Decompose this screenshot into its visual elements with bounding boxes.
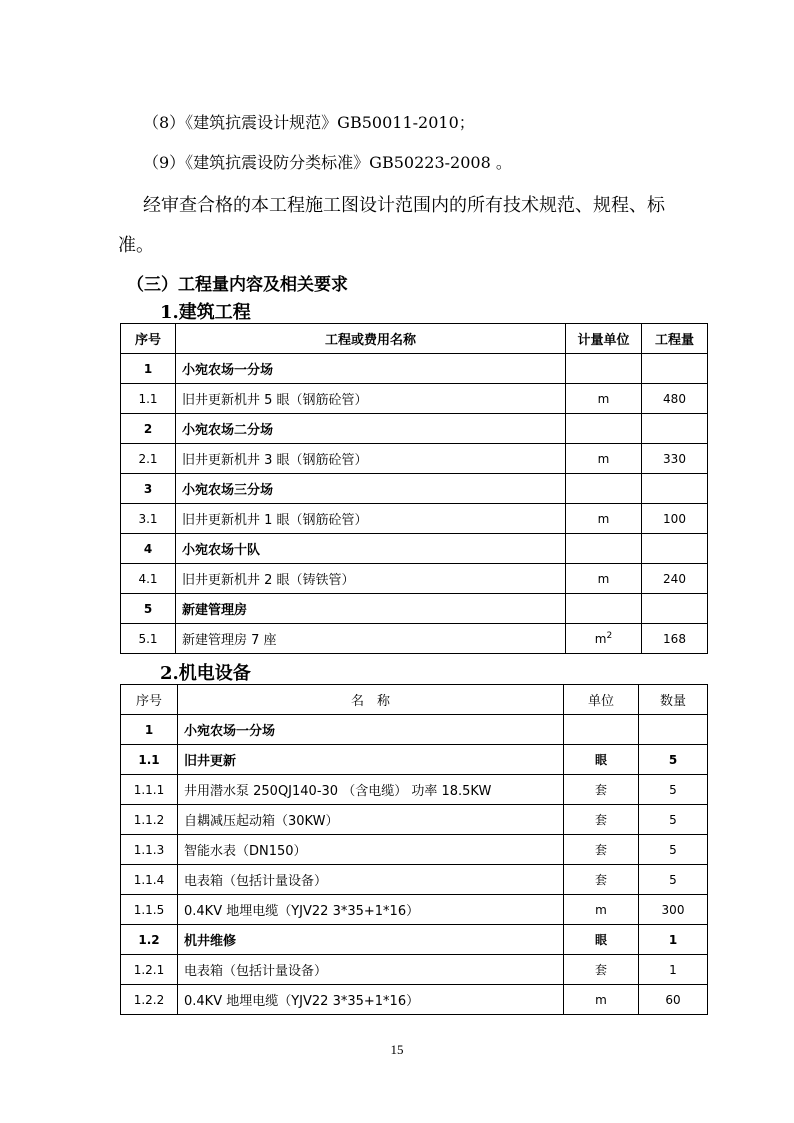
- name-cell: [178, 895, 564, 925]
- cell-text: 套: [594, 963, 607, 977]
- page-number: 15: [390, 1042, 404, 1057]
- table-row: [121, 805, 708, 835]
- seq-cell: [121, 745, 178, 775]
- table-row: [121, 715, 708, 745]
- table-row: [121, 354, 708, 384]
- cell-text: 5: [669, 872, 677, 887]
- paragraph-standard-8: （8）《建筑抗震设计规范》GB50011-2010；: [143, 113, 475, 132]
- cell-text: 1.2: [138, 932, 160, 947]
- name-cell: [178, 745, 564, 775]
- seq-cell: [121, 955, 178, 985]
- cell-text: 1.1: [138, 391, 158, 406]
- name-cell: [176, 504, 566, 534]
- unit-cell: [564, 745, 639, 775]
- table-row: [121, 895, 708, 925]
- seq-cell: [121, 354, 176, 384]
- name-cell: [176, 564, 566, 594]
- qty-cell: [639, 985, 708, 1015]
- table-row: [121, 925, 708, 955]
- cell-text: 1: [144, 722, 154, 737]
- name-cell: [178, 835, 564, 865]
- cell-text: 168: [663, 631, 686, 646]
- cell-text: 300: [661, 902, 685, 917]
- table1-title: 1.建筑工程: [160, 302, 251, 323]
- cell-text: 1.1.4: [133, 872, 165, 887]
- seq-cell: [121, 715, 178, 745]
- header-cell: 计量单位: [566, 324, 642, 354]
- cell-text: m: [594, 632, 607, 646]
- cell-text: 0.4KV 地埋电缆（YJV22 3*35+1*16）: [184, 994, 420, 1009]
- cell-text: 4.1: [138, 571, 158, 586]
- name-cell: [178, 985, 564, 1015]
- table-row: [121, 775, 708, 805]
- unit-cell: [564, 835, 639, 865]
- qty-cell: [642, 354, 708, 384]
- qty-cell: [639, 895, 708, 925]
- header-cell: 名 称: [178, 685, 564, 715]
- unit-cell: [564, 805, 639, 835]
- table-header-row: [121, 324, 708, 354]
- cell-text: 240: [663, 571, 686, 586]
- seq-cell: [121, 414, 176, 444]
- qty-cell: [639, 865, 708, 895]
- name-cell: [178, 715, 564, 745]
- qty-cell: [642, 474, 708, 504]
- cell-text: 3.1: [138, 511, 158, 526]
- name-cell: [178, 925, 564, 955]
- cell-text: 5: [668, 752, 678, 767]
- table-row: [121, 745, 708, 775]
- table-row: [121, 384, 708, 414]
- cell-text: 60: [665, 992, 681, 1007]
- cell-text: 0.4KV 地埋电缆（YJV22 3*35+1*16）: [184, 904, 420, 919]
- unit-cell: [566, 534, 642, 564]
- unit-cell: [564, 895, 639, 925]
- cell-text: m: [597, 511, 610, 526]
- cell-text: 电表箱（包括计量设备）: [184, 874, 328, 889]
- cell-text: 480: [663, 391, 686, 406]
- cell-text: 套: [594, 873, 607, 887]
- seq-cell: [121, 444, 176, 474]
- unit-cell: [564, 985, 639, 1015]
- cell-text: 1.1.5: [133, 902, 165, 917]
- paragraph-body-cont: 准。: [118, 235, 154, 256]
- table-row: [121, 955, 708, 985]
- section-title: （三）工程量内容及相关要求: [127, 275, 348, 295]
- cell-text: 自耦减压起动箱（30KW）: [184, 814, 339, 829]
- seq-cell: [121, 474, 176, 504]
- qty-cell: [642, 624, 708, 654]
- seq-cell: [121, 865, 178, 895]
- cell-text: 4: [143, 541, 153, 556]
- name-cell: [178, 775, 564, 805]
- table2-title: 2.机电设备: [160, 663, 251, 684]
- unit-cell: [566, 474, 642, 504]
- name-cell: [178, 865, 564, 895]
- paragraph-body: 经审查合格的本工程施工图设计范围内的所有技术规范、规程、标: [143, 195, 665, 216]
- cell-text: 5: [669, 782, 677, 797]
- seq-cell: [121, 925, 178, 955]
- table-row: [121, 624, 708, 654]
- name-cell: [176, 444, 566, 474]
- unit-cell: [564, 865, 639, 895]
- cell-text: 旧井更新机井 2 眼（铸铁管）: [182, 573, 355, 588]
- cell-text: 旧井更新: [184, 754, 237, 769]
- table-row: [121, 564, 708, 594]
- qty-cell: [642, 534, 708, 564]
- unit-cell: [566, 444, 642, 474]
- seq-cell: [121, 895, 178, 925]
- qty-cell: [639, 925, 708, 955]
- cell-text: 小宛农场二分场: [182, 423, 274, 438]
- qty-cell: [639, 805, 708, 835]
- cell-text: 眼: [594, 753, 607, 767]
- table-row: [121, 444, 708, 474]
- cell-text: 井用潜水泵 250QJ140-30 （含电缆） 功率 18.5KW: [184, 784, 492, 799]
- cell-text: 1.1.1: [133, 782, 165, 797]
- cell-text: 5: [143, 601, 153, 616]
- qty-cell: [639, 775, 708, 805]
- cell-text: 旧井更新机井 5 眼（钢筋砼管）: [182, 393, 368, 408]
- cell-text: 2: [143, 421, 153, 436]
- cell-text: 1.1.3: [133, 842, 165, 857]
- cell-text: 新建管理房: [182, 603, 248, 618]
- cell-text: 330: [663, 451, 686, 466]
- cell-text: 小宛农场三分场: [182, 483, 274, 498]
- name-cell: [176, 384, 566, 414]
- cell-text: 新建管理房 7 座: [182, 633, 277, 648]
- cell-text: 套: [594, 783, 607, 797]
- qty-cell: [639, 745, 708, 775]
- cell-text: 小宛农场一分场: [184, 724, 276, 739]
- cell-text: 旧井更新机井 1 眼（钢筋砼管）: [182, 513, 368, 528]
- seq-cell: [121, 775, 178, 805]
- construction-table: [120, 323, 708, 654]
- seq-cell: [121, 624, 176, 654]
- cell-text: 3: [143, 481, 153, 496]
- table-row: [121, 985, 708, 1015]
- cell-text: 1.1.2: [133, 812, 165, 827]
- header-cell: 数量: [639, 685, 708, 715]
- cell-text: 眼: [594, 933, 607, 947]
- qty-cell: [642, 564, 708, 594]
- cell-text: 100: [663, 511, 686, 526]
- header-cell: 工程量: [642, 324, 708, 354]
- seq-cell: [121, 564, 176, 594]
- unit-cell: [566, 414, 642, 444]
- qty-cell: [639, 835, 708, 865]
- header-cell: 工程或费用名称: [176, 324, 566, 354]
- cell-text: 1.2.2: [133, 992, 165, 1007]
- cell-text: 1: [669, 962, 677, 977]
- cell-text: 智能水表（DN150）: [184, 844, 307, 859]
- cell-text: m: [597, 451, 610, 466]
- unit-cell: [564, 775, 639, 805]
- table-row: [121, 474, 708, 504]
- paragraph-standard-9: （9）《建筑抗震设防分类标准》GB50223-2008 。: [143, 153, 512, 172]
- table-row: [121, 414, 708, 444]
- header-cell: 序号: [121, 324, 176, 354]
- cell-text: 机井维修: [184, 934, 237, 949]
- equipment-table: [120, 684, 708, 1015]
- qty-cell: [642, 504, 708, 534]
- cell-text: 套: [594, 843, 607, 857]
- cell-text: 套: [594, 813, 607, 827]
- cell-text: m: [597, 571, 610, 586]
- table-row: [121, 504, 708, 534]
- unit-cell: [564, 715, 639, 745]
- seq-cell: [121, 805, 178, 835]
- cell-text: 小宛农场一分场: [182, 363, 274, 378]
- table-row: [121, 835, 708, 865]
- seq-cell: [121, 835, 178, 865]
- table-row: [121, 594, 708, 624]
- unit-cell: [564, 955, 639, 985]
- qty-cell: [639, 955, 708, 985]
- cell-text: 小宛农场十队: [182, 543, 261, 558]
- name-cell: [178, 955, 564, 985]
- cell-text: 2.1: [138, 451, 158, 466]
- name-cell: [178, 805, 564, 835]
- seq-cell: [121, 504, 176, 534]
- unit-cell: [564, 925, 639, 955]
- name-cell: [176, 534, 566, 564]
- cell-text: m: [595, 992, 607, 1007]
- cell-text: 5.1: [138, 631, 158, 646]
- unit-cell: [566, 564, 642, 594]
- cell-text: 1.2.1: [133, 962, 165, 977]
- name-cell: [176, 594, 566, 624]
- seq-cell: [121, 534, 176, 564]
- cell-text: 旧井更新机井 3 眼（钢筋砼管）: [182, 453, 368, 468]
- unit-cell: [566, 354, 642, 384]
- qty-cell: [642, 444, 708, 474]
- name-cell: [176, 414, 566, 444]
- unit-cell: [566, 504, 642, 534]
- qty-cell: [642, 384, 708, 414]
- cell-text: 1: [143, 361, 153, 376]
- unit-superscript: 2: [606, 631, 613, 641]
- seq-cell: [121, 384, 176, 414]
- qty-cell: [642, 414, 708, 444]
- cell-text: 1.1: [138, 752, 160, 767]
- unit-cell: [566, 594, 642, 624]
- table-header-row: [121, 685, 708, 715]
- unit-cell: [566, 624, 642, 654]
- unit-cell: [566, 384, 642, 414]
- seq-cell: [121, 985, 178, 1015]
- cell-text: 5: [669, 842, 677, 857]
- name-cell: [176, 474, 566, 504]
- name-cell: [176, 354, 566, 384]
- seq-cell: [121, 594, 176, 624]
- cell-text: 5: [669, 812, 677, 827]
- qty-cell: [639, 715, 708, 745]
- cell-text: 电表箱（包括计量设备）: [184, 964, 328, 979]
- table-row: [121, 534, 708, 564]
- header-cell: 序号: [121, 685, 178, 715]
- name-cell: [176, 624, 566, 654]
- table-row: [121, 865, 708, 895]
- cell-text: 1: [668, 932, 678, 947]
- qty-cell: [642, 594, 708, 624]
- cell-text: m: [597, 391, 610, 406]
- header-cell: 单位: [564, 685, 639, 715]
- cell-text: m: [595, 902, 607, 917]
